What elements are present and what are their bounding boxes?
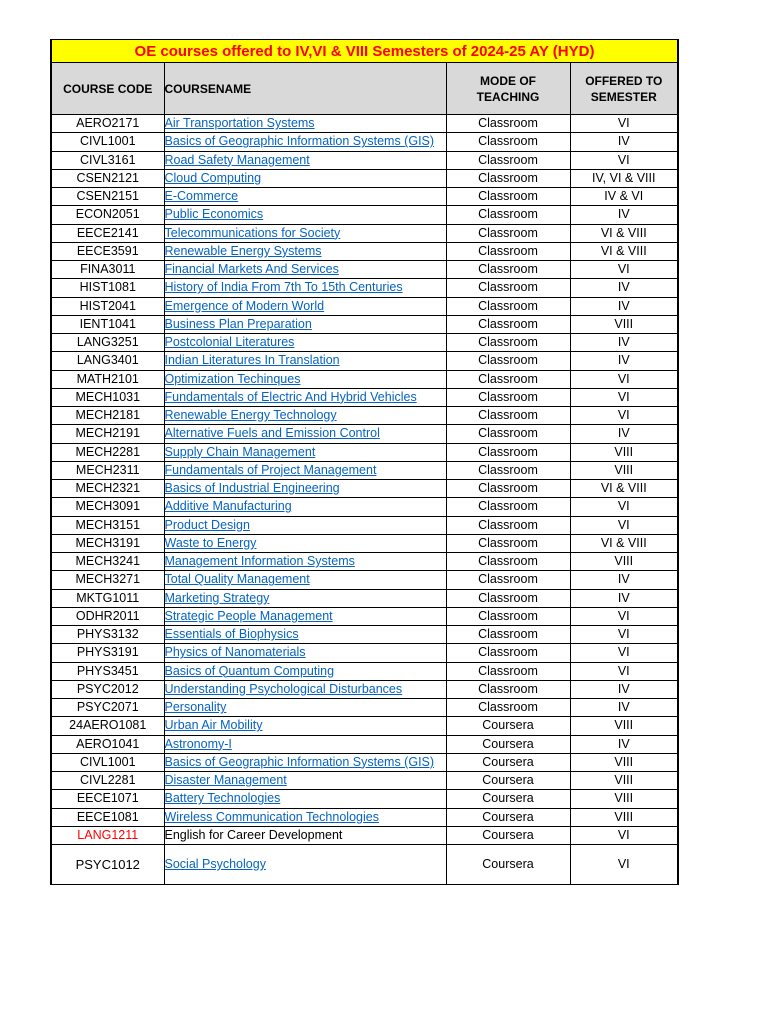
course-name-link[interactable]: Essentials of Biophysics [164, 627, 299, 642]
course-name-link[interactable]: Understanding Psychological Disturbances [164, 681, 403, 696]
course-code-cell: PHYS3191 [51, 644, 164, 662]
mode-of-teaching-cell: Classroom [446, 133, 570, 151]
course-name-link[interactable]: Product Design [164, 517, 250, 532]
course-name-cell [164, 534, 446, 552]
mode-of-teaching-cell: Classroom [446, 480, 570, 498]
header-row [51, 63, 678, 115]
course-name-cell [164, 461, 446, 479]
course-code-cell: MECH2311 [51, 461, 164, 479]
course-name-cell [164, 133, 446, 151]
table-row [51, 845, 678, 885]
course-code-cell: CIVL1001 [51, 133, 164, 151]
course-code-cell: EECE3591 [51, 242, 164, 260]
course-name-cell [164, 735, 446, 753]
course-code-cell: ODHR2011 [51, 607, 164, 625]
semester-cell: IV & VI [570, 188, 678, 206]
course-code-cell: PHYS3132 [51, 626, 164, 644]
table-title: OE courses offered to IV,VI & VIII Semesters of 2024-25 AY (HYD) [51, 40, 678, 63]
table-row [51, 753, 678, 771]
header-mode-line1: MODE OF [480, 73, 536, 88]
semester-cell: IV [570, 425, 678, 443]
course-name-cell [164, 388, 446, 406]
table-row [51, 735, 678, 753]
course-name-cell [164, 516, 446, 534]
mode-of-teaching-cell: Classroom [446, 571, 570, 589]
course-name-cell [164, 297, 446, 315]
course-name-link[interactable]: Renewable Energy Systems [164, 243, 322, 258]
course-name-link[interactable]: Fundamentals of Project Management [164, 462, 377, 477]
table-row [51, 242, 678, 260]
mode-of-teaching-cell: Coursera [446, 826, 570, 844]
semester-cell: VIII [570, 772, 678, 790]
header-offered-to-semester [570, 63, 678, 115]
mode-of-teaching-cell: Classroom [446, 352, 570, 370]
course-name-cell [164, 242, 446, 260]
course-name-cell [164, 352, 446, 370]
table-row [51, 571, 678, 589]
table-row [51, 315, 678, 333]
course-name-cell [164, 206, 446, 224]
course-code-cell: HIST1081 [51, 279, 164, 297]
course-code-cell: FINA3011 [51, 261, 164, 279]
course-name-link[interactable]: Optimization Techinques [164, 371, 301, 386]
course-name-link[interactable]: Alternative Fuels and Emission Control [164, 426, 380, 441]
course-code-cell: IENT1041 [51, 315, 164, 333]
table-row [51, 680, 678, 698]
course-name-cell [164, 808, 446, 826]
mode-of-teaching-cell: Classroom [446, 680, 570, 698]
table-row [51, 662, 678, 680]
mode-of-teaching-cell: Coursera [446, 735, 570, 753]
header-course-name: COURSENAME [164, 63, 446, 115]
table-row [51, 279, 678, 297]
semester-cell: IV [570, 297, 678, 315]
mode-of-teaching-cell: Classroom [446, 461, 570, 479]
semester-cell: VI [570, 644, 678, 662]
course-code-cell: ECON2051 [51, 206, 164, 224]
semester-cell: IV [570, 589, 678, 607]
header-course-code: COURSE CODE [51, 63, 164, 115]
table-row [51, 224, 678, 242]
course-code-cell: PSYC2071 [51, 699, 164, 717]
semester-cell: VI [570, 516, 678, 534]
course-name-cell [164, 662, 446, 680]
mode-of-teaching-cell: Classroom [446, 261, 570, 279]
course-name-link[interactable]: Battery Technologies [164, 791, 281, 806]
mode-of-teaching-cell: Classroom [446, 334, 570, 352]
mode-of-teaching-cell: Classroom [446, 188, 570, 206]
table-row [51, 644, 678, 662]
course-name-link[interactable]: Astronomy-I [164, 736, 232, 751]
table-row [51, 443, 678, 461]
table-row [51, 133, 678, 151]
course-name-cell [164, 315, 446, 333]
course-code-cell: CIVL3161 [51, 151, 164, 169]
mode-of-teaching-cell: Classroom [446, 224, 570, 242]
table-row [51, 334, 678, 352]
course-name-link[interactable]: Fundamentals of Electric And Hybrid Vehicles [164, 389, 417, 404]
mode-of-teaching-cell: Classroom [446, 498, 570, 516]
course-code-cell: MECH2181 [51, 407, 164, 425]
semester-cell: VIII [570, 753, 678, 771]
course-name-link[interactable]: Emergence of Modern World [164, 298, 325, 313]
table-row [51, 790, 678, 808]
semester-cell: VIII [570, 443, 678, 461]
course-name-link[interactable]: Wireless Communication Technologies [164, 809, 379, 824]
header-mode-line2: TEACHING [476, 89, 540, 104]
course-code-cell: MECH3151 [51, 516, 164, 534]
semester-cell: VIII [570, 315, 678, 333]
course-name-link[interactable]: Strategic People Management [164, 608, 333, 623]
course-name-cell [164, 188, 446, 206]
course-name-link[interactable]: Marketing Strategy [164, 590, 270, 605]
course-name-cell [164, 571, 446, 589]
header-mode-of-teaching [446, 63, 570, 115]
course-name-link[interactable]: Social Psychology [164, 857, 266, 871]
course-name-link[interactable]: Cloud Computing [164, 170, 262, 185]
course-code-cell: PSYC1012 [51, 845, 164, 885]
course-code-cell: EECE2141 [51, 224, 164, 242]
mode-of-teaching-cell: Classroom [446, 407, 570, 425]
course-name-cell [164, 553, 446, 571]
course-name-link[interactable]: Waste to Energy [164, 535, 257, 550]
course-code-cell: CIVL1001 [51, 753, 164, 771]
course-name-link[interactable]: Indian Literatures In Translation [164, 353, 340, 368]
semester-cell: VI [570, 261, 678, 279]
table-row [51, 717, 678, 735]
course-name-text: English for Career Development [164, 827, 343, 842]
semester-cell: VI & VIII [570, 224, 678, 242]
course-name-cell [164, 279, 446, 297]
course-code-cell: LANG3401 [51, 352, 164, 370]
course-name-link[interactable]: History of India From 7th To 15th Centuries [164, 280, 403, 295]
course-code-cell: LANG3251 [51, 334, 164, 352]
semester-cell: IV [570, 206, 678, 224]
semester-cell: VI [570, 498, 678, 516]
course-name-cell [164, 699, 446, 717]
course-code-cell: MECH2191 [51, 425, 164, 443]
course-name-cell [164, 224, 446, 242]
course-code-cell: MATH2101 [51, 370, 164, 388]
table-row [51, 169, 678, 187]
course-name-link[interactable]: Physics of Nanomaterials [164, 645, 306, 660]
course-code-cell: MECH1031 [51, 388, 164, 406]
course-name-link[interactable]: Telecommunications for Society [164, 225, 341, 240]
mode-of-teaching-cell: Classroom [446, 115, 570, 133]
course-name-cell [164, 498, 446, 516]
course-code-cell: MKTG1011 [51, 589, 164, 607]
course-name-cell [164, 261, 446, 279]
table-row [51, 461, 678, 479]
semester-cell: VI [570, 115, 678, 133]
mode-of-teaching-cell: Classroom [446, 206, 570, 224]
course-name-link[interactable]: Renewable Energy Technology [164, 408, 337, 423]
course-name-link[interactable]: Air Transportation Systems [164, 116, 315, 131]
semester-cell: VI [570, 388, 678, 406]
mode-of-teaching-cell: Classroom [446, 315, 570, 333]
table-row [51, 188, 678, 206]
mode-of-teaching-cell: Coursera [446, 772, 570, 790]
course-name-cell [164, 151, 446, 169]
course-name-link[interactable]: Business Plan Preparation [164, 316, 312, 331]
table-row [51, 826, 678, 844]
semester-cell: VIII [570, 717, 678, 735]
table-row [51, 388, 678, 406]
semester-cell: VIII [570, 790, 678, 808]
semester-cell: VI & VIII [570, 534, 678, 552]
mode-of-teaching-cell: Classroom [446, 370, 570, 388]
course-code-cell: PSYC2012 [51, 680, 164, 698]
table-row [51, 407, 678, 425]
course-name-cell [164, 115, 446, 133]
table-row [51, 115, 678, 133]
table-row [51, 151, 678, 169]
course-name-link[interactable]: Financial Markets And Services [164, 262, 339, 277]
course-name-link[interactable]: Road Safety Management [164, 152, 310, 167]
course-name-link[interactable]: Basics of Geographic Information Systems (GIS) [164, 754, 435, 769]
mode-of-teaching-cell: Classroom [446, 607, 570, 625]
semester-cell: VIII [570, 808, 678, 826]
course-name-link[interactable]: Public Economics [164, 207, 264, 222]
semester-cell: VI [570, 626, 678, 644]
course-name-link[interactable]: Personality [164, 700, 227, 715]
mode-of-teaching-cell: Classroom [446, 516, 570, 534]
mode-of-teaching-cell: Classroom [446, 169, 570, 187]
course-name-cell [164, 717, 446, 735]
course-name-link[interactable]: Management Information Systems [164, 554, 355, 569]
semester-cell: IV [570, 571, 678, 589]
mode-of-teaching-cell: Classroom [446, 626, 570, 644]
course-code-cell: MECH2321 [51, 480, 164, 498]
title-row [51, 40, 678, 63]
course-code-cell: LANG1211 [51, 826, 164, 844]
table-row [51, 352, 678, 370]
semester-cell: IV [570, 680, 678, 698]
mode-of-teaching-cell: Classroom [446, 297, 570, 315]
course-code-cell: HIST2041 [51, 297, 164, 315]
course-table [50, 39, 679, 885]
course-code-cell: 24AERO1081 [51, 717, 164, 735]
semester-cell: VI [570, 607, 678, 625]
table-row [51, 534, 678, 552]
course-name-cell [164, 334, 446, 352]
course-code-cell: EECE1071 [51, 790, 164, 808]
semester-cell: IV [570, 334, 678, 352]
semester-cell: VI [570, 407, 678, 425]
mode-of-teaching-cell: Classroom [446, 699, 570, 717]
course-name-link[interactable]: Postcolonial Literatures [164, 335, 295, 350]
mode-of-teaching-cell: Classroom [446, 644, 570, 662]
semester-cell: VIII [570, 461, 678, 479]
table-row [51, 206, 678, 224]
course-name-cell [164, 644, 446, 662]
semester-cell: IV [570, 279, 678, 297]
semester-cell: VI [570, 845, 678, 885]
course-name-link[interactable]: Basics of Geographic Information Systems (GIS) [164, 134, 435, 149]
course-code-cell: CSEN2151 [51, 188, 164, 206]
semester-cell: VI & VIII [570, 242, 678, 260]
course-name-cell [164, 790, 446, 808]
semester-cell: VI [570, 662, 678, 680]
header-sem-line2: SEMESTER [590, 89, 657, 104]
table-row [51, 699, 678, 717]
semester-cell: IV [570, 735, 678, 753]
course-name-cell [164, 626, 446, 644]
course-name-cell [164, 772, 446, 790]
course-name-cell [164, 370, 446, 388]
table-row [51, 553, 678, 571]
course-name-cell [164, 607, 446, 625]
course-code-cell: AERO1041 [51, 735, 164, 753]
semester-cell: VI [570, 826, 678, 844]
course-code-cell: PHYS3451 [51, 662, 164, 680]
course-name-cell [164, 443, 446, 461]
course-name-link[interactable]: Basics of Quantum Computing [164, 663, 335, 678]
header-sem-line1: OFFERED TO [585, 73, 663, 88]
mode-of-teaching-cell: Classroom [446, 589, 570, 607]
course-rows [51, 115, 678, 885]
course-name-link[interactable]: Basics of Industrial Engineering [164, 481, 340, 496]
mode-of-teaching-cell: Classroom [446, 534, 570, 552]
semester-cell: IV [570, 699, 678, 717]
table-row [51, 589, 678, 607]
table-row [51, 480, 678, 498]
course-name-link[interactable]: Disaster Management [164, 773, 287, 788]
course-code-cell: CIVL2281 [51, 772, 164, 790]
table-row [51, 370, 678, 388]
course-name-cell [164, 169, 446, 187]
course-name-cell [164, 845, 446, 885]
table-row [51, 626, 678, 644]
mode-of-teaching-cell: Classroom [446, 662, 570, 680]
semester-cell: VI [570, 151, 678, 169]
mode-of-teaching-cell: Coursera [446, 753, 570, 771]
mode-of-teaching-cell: Classroom [446, 151, 570, 169]
course-code-cell: MECH3191 [51, 534, 164, 552]
course-code-cell: EECE1081 [51, 808, 164, 826]
table-row [51, 425, 678, 443]
mode-of-teaching-cell: Classroom [446, 553, 570, 571]
mode-of-teaching-cell: Coursera [446, 808, 570, 826]
mode-of-teaching-cell: Coursera [446, 717, 570, 735]
mode-of-teaching-cell: Coursera [446, 845, 570, 885]
course-name-link[interactable]: Urban Air Mobility [164, 718, 263, 733]
course-code-cell: CSEN2121 [51, 169, 164, 187]
course-name-link[interactable]: Total Quality Management [164, 572, 310, 587]
course-name-link[interactable]: E-Commerce [164, 189, 239, 204]
table-row [51, 261, 678, 279]
mode-of-teaching-cell: Coursera [446, 790, 570, 808]
mode-of-teaching-cell: Classroom [446, 443, 570, 461]
semester-cell: VI & VIII [570, 480, 678, 498]
table-row [51, 607, 678, 625]
mode-of-teaching-cell: Classroom [446, 425, 570, 443]
course-name-cell [164, 753, 446, 771]
course-code-cell: MECH3241 [51, 553, 164, 571]
table-row [51, 772, 678, 790]
course-name-cell [164, 425, 446, 443]
semester-cell: IV [570, 352, 678, 370]
course-code-cell: MECH2281 [51, 443, 164, 461]
table-row [51, 516, 678, 534]
course-code-cell: MECH3271 [51, 571, 164, 589]
course-name-cell [164, 407, 446, 425]
course-code-cell: MECH3091 [51, 498, 164, 516]
table-row [51, 808, 678, 826]
semester-cell: VIII [570, 553, 678, 571]
course-name-cell [164, 680, 446, 698]
semester-cell: IV [570, 133, 678, 151]
course-name-link[interactable]: Additive Manufacturing [164, 499, 292, 514]
semester-cell: IV, VI & VIII [570, 169, 678, 187]
table-row [51, 297, 678, 315]
course-name-link[interactable]: Supply Chain Management [164, 444, 316, 459]
mode-of-teaching-cell: Classroom [446, 242, 570, 260]
semester-cell: VI [570, 370, 678, 388]
table-row [51, 498, 678, 516]
course-code-cell: AERO2171 [51, 115, 164, 133]
course-name-cell [164, 480, 446, 498]
mode-of-teaching-cell: Classroom [446, 279, 570, 297]
mode-of-teaching-cell: Classroom [446, 388, 570, 406]
course-name-cell [164, 826, 446, 844]
course-name-cell [164, 589, 446, 607]
